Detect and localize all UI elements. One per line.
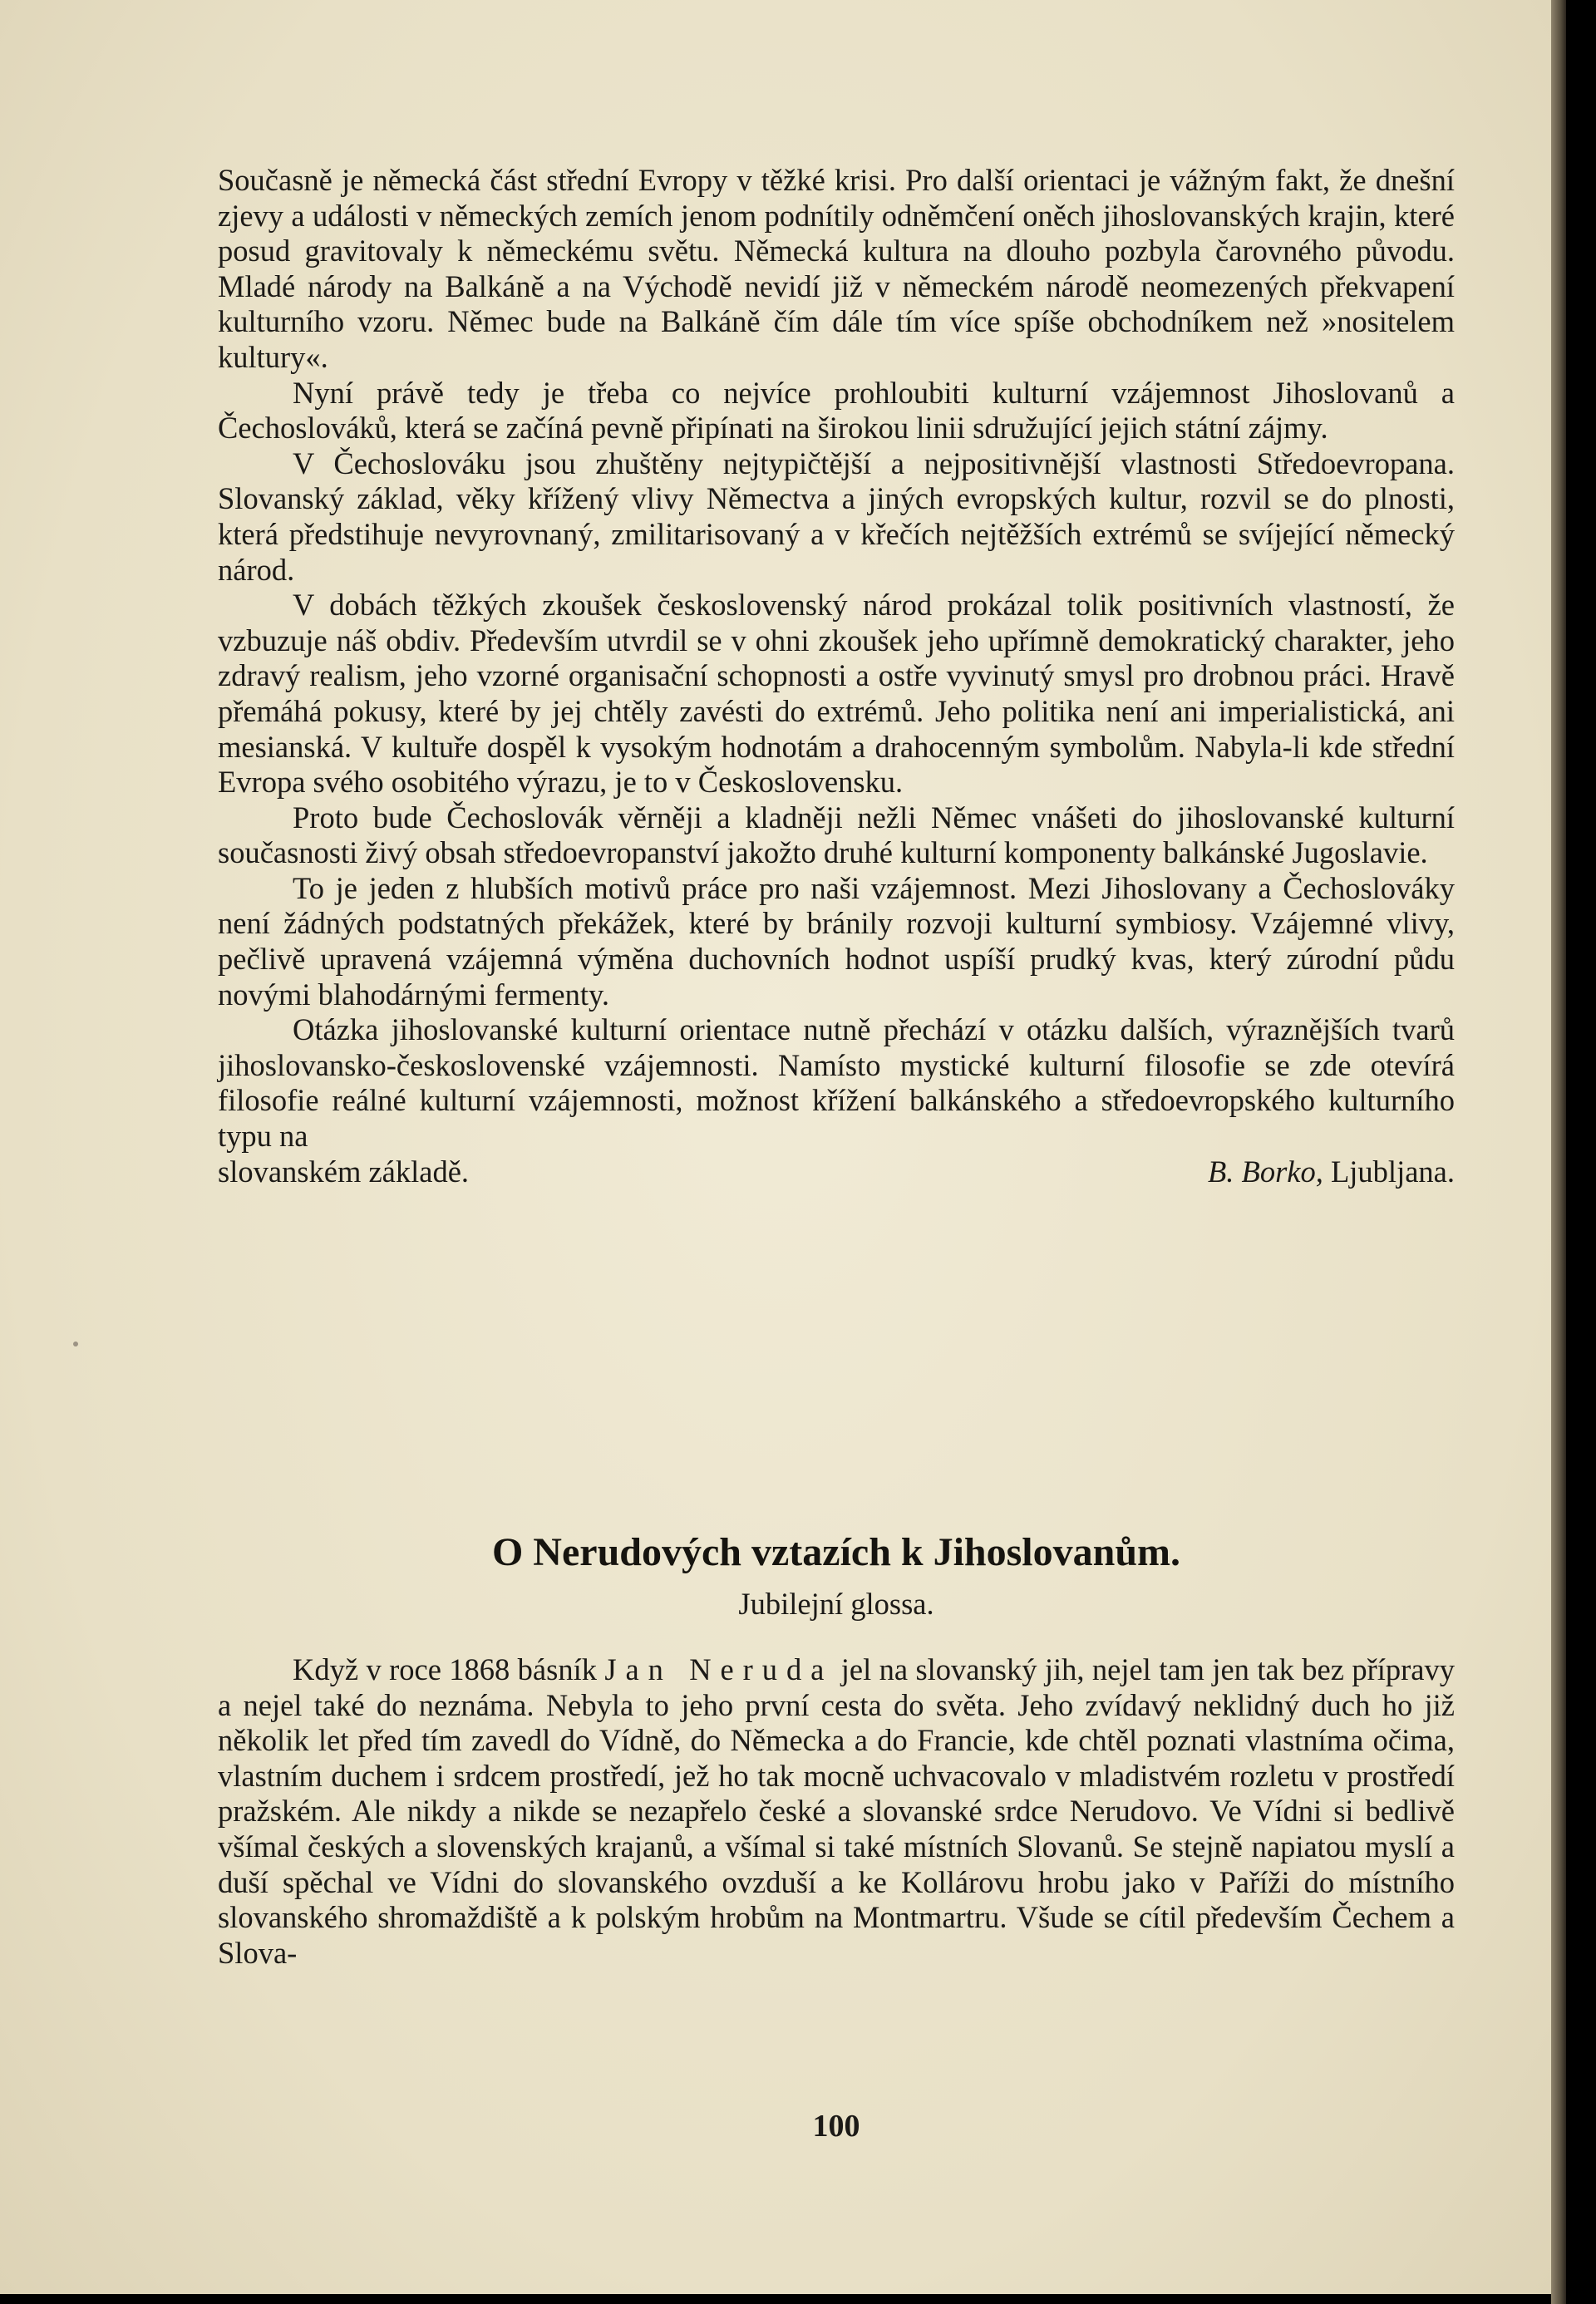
essay-paragraph: Nyní právě tedy je třeba co nejvíce prohloubiti kulturní vzájemnost Jihoslovanů a Čechoslováků, která se začíná pevně připínati na širokou linii sdružující jejich státní zájmy. <box>218 375 1455 446</box>
article-para-start: Když v roce 1868 básník <box>293 1652 597 1686</box>
essay-text <box>218 163 1455 1189</box>
article-paragraph <box>218 1652 1455 1971</box>
essay-place: Ljubljana. <box>1331 1154 1455 1189</box>
essay-author-block <box>1208 1154 1455 1190</box>
article-body <box>218 1652 1455 1971</box>
essay-paragraph: Proto bude Čechoslovák věrněji a kladněji nežli Němec vnášeti do jihoslovanské kulturní současnosti živý obsah středoevropanství jakožto druhé kulturní komponenty balkánské Jugoslavie. <box>218 800 1455 870</box>
page-number: 100 <box>812 2109 860 2144</box>
essay-signature-line <box>218 1154 1455 1190</box>
article-para-rest: jel na slovanský jih, nejel tam jen tak bez přípravy a nejel také do neznáma. Nebyla to jeho první cesta do světa. Jeho zvídavý neklidný duch ho již několik let před tím zavedl do Vídně, do Německa a do Francie, kde chtěl poznati vlastníma očima, vlastním duchem i srdcem prostředí, jež ho tak mocně uchvacovalo v mladistvém rozletu v prostředí pražském. Ale nikdy a nikde se nezapřelo české a slovanské srdce Nerudovo. Ve Vídni si bedlivě všímal českých a slovenských krajanů, a všímal si také místních Slovanů. Se stejně napiatou myslí a duší spěchal ve Vídni do slovanského ovzduší a ke Kollárovu hrobu jako v Paříži do místního slovanského shromaždiště a k polským hrobům na Montmartru. Všude se cítil především Čechem a Slova- <box>218 1652 1455 1970</box>
essay-paragraph: V dobách těžkých zkoušek československý národ prokázal tolik positivních vlastností, že vzbuzuje náš obdiv. Především utvrdil se v ohni zkoušek jeho upřímně demokratický charakter, jeho zdravý realism, jeho vzorné organisační schopnosti a ostře vyvinutý smysl pro drobnou práci. Hravě přemáhá pokusy, které by jej chtěly zavésti do extrémů. Jeho politika není ani imperialistická, ani mesianská. V kultuře dospěl k vysokým hodnotám a drahocenným symbolům. Nabyla-li kde střední Evropa svého osobitého výrazu, je to v Československu. <box>218 588 1455 800</box>
essay-author: B. Borko, <box>1208 1154 1323 1189</box>
essay-paragraph: Otázka jihoslovanské kulturní orientace nutně přechází v otázku dalších, výraznějších tvarů jihoslovansko-československé vzájemnosti. Namísto mystické kulturní filosofie se zde otevírá filosofie reálné kulturní vzájemnosti, možnost křížení balkánského a středoevropského kulturního typu na <box>218 1012 1455 1154</box>
book-spine-edge <box>1551 0 1566 2304</box>
article-subtitle: Jubilejní glossa. <box>738 1587 934 1621</box>
poet-name: Jan Neruda <box>604 1652 834 1686</box>
essay-paragraph: Současně je německá část střední Evropy v těžké krisi. Pro další orientaci je vážným fakt, že dnešní zjevy a události v německých zemích jenom podnítily odněmčení oněch jihoslovanských krajin, které posud gravitovaly k německému světu. Německá kultura na dlouho pozbyla čarovného původu. Mladé národy na Balkáně a na Východě nevidí již v německém národě neomezených překvapení kulturního vzoru. Němec bude na Balkáně čím dále tím více spíše obchodníkem než »nositelem kultury«. <box>218 163 1455 374</box>
essay-final-line: slovanském základě. <box>218 1154 470 1189</box>
essay-paragraph: V Čechoslováku jsou zhuštěny nejtypičtější a nejpositivnější vlastnosti Středoevropana. Slovanský základ, věky křížený vlivy Němectva a jiných evropských kultur, rozvil se do plnosti, která předstihuje nevyrovnaný, zmilitarisovaný a v křečích nejtěžších extrémů se svíjející německý národ. <box>218 446 1455 587</box>
essay-paragraph: To je jeden z hlubších motivů práce pro naši vzájemnost. Mezi Jihoslovany a Čechoslováky není žádných podstatných překážek, které by bránily rozvoji kulturní symbiosy. Vzájemné vlivy, pečlivě upravená vzájemná výměna duchovních hodnot uspíší prudký kvas, který zúrodní půdu novými blahodárnými fermenty. <box>218 870 1455 1012</box>
article-title: O Nerudových vztazích k Jihoslovanům. <box>491 1530 1181 1574</box>
paper-speck <box>73 1342 78 1346</box>
